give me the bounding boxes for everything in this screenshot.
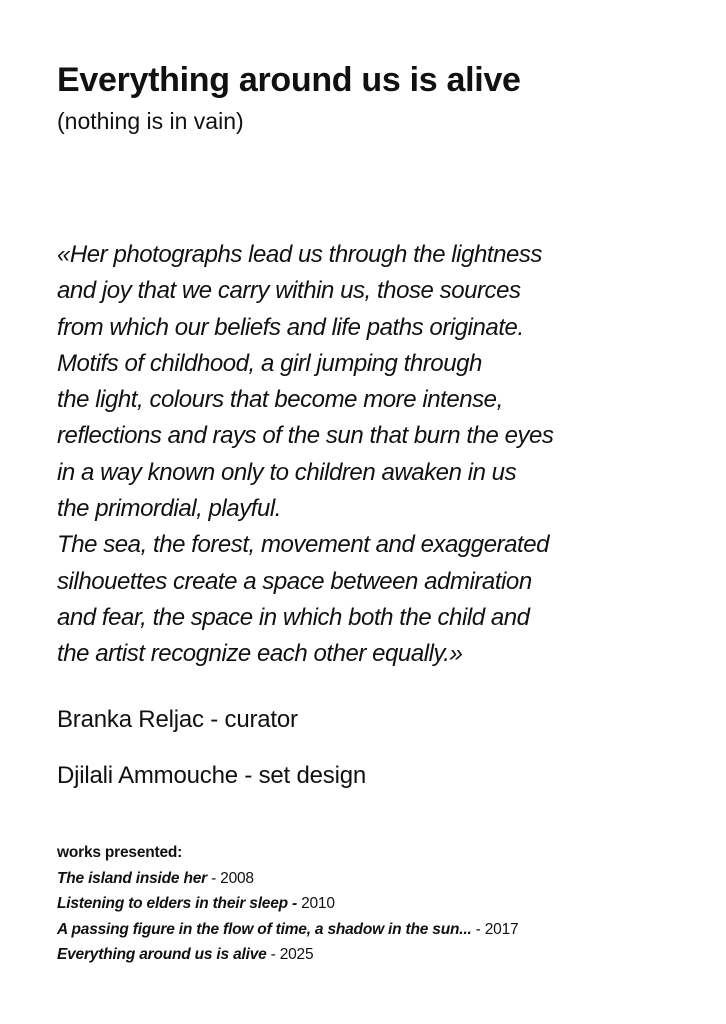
quote-line: silhouettes create a space between admiration [57,567,532,595]
works-heading: works presented: [57,844,183,861]
quote-line: The sea, the forest, movement and exaggerated [57,531,550,559]
curator-credit: Branka Reljac - curator [57,706,298,733]
quote-line: the light, colours that become more intense, [57,386,503,414]
page-title: Everything around us is alive [57,61,521,99]
works-presented [57,840,518,968]
work-title: Everything around us is alive [57,946,267,963]
quote-line: the artist recognize each other equally.» [57,640,463,668]
work-item [57,917,518,943]
quote-line: in a way known only to children awaken in us [57,458,517,486]
curator-quote [57,237,717,673]
work-title: Listening to elders in their sleep - [57,895,297,912]
quote-line: reflections and rays of the sun that burn the eyes [57,422,554,450]
quote-line: «Her photographs lead us through the lightness [57,241,542,268]
quote-line: from which our beliefs and life paths originate. [57,313,524,341]
quote-line: and fear, the space in which both the child and [57,603,530,631]
work-item [57,891,518,917]
work-item [57,942,518,968]
work-title: The island inside her [57,869,207,887]
work-item [57,866,518,892]
work-year: 2010 [296,895,335,912]
work-year: - 2025 [266,946,314,963]
quote-line: and joy that we carry within us, those sources [57,277,521,305]
work-year: - 2008 [206,869,254,887]
quote-line: the primordial, playful. [57,495,281,523]
work-year: - 2017 [471,920,519,938]
page-subtitle: (nothing is in vain) [57,108,244,134]
quote-line: Motifs of childhood, a girl jumping through [57,349,482,377]
work-title: A passing figure in the flow of time, a shadow in the sun... [57,920,472,938]
set-design-credit: Djilali Ammouche - set design [57,762,367,789]
